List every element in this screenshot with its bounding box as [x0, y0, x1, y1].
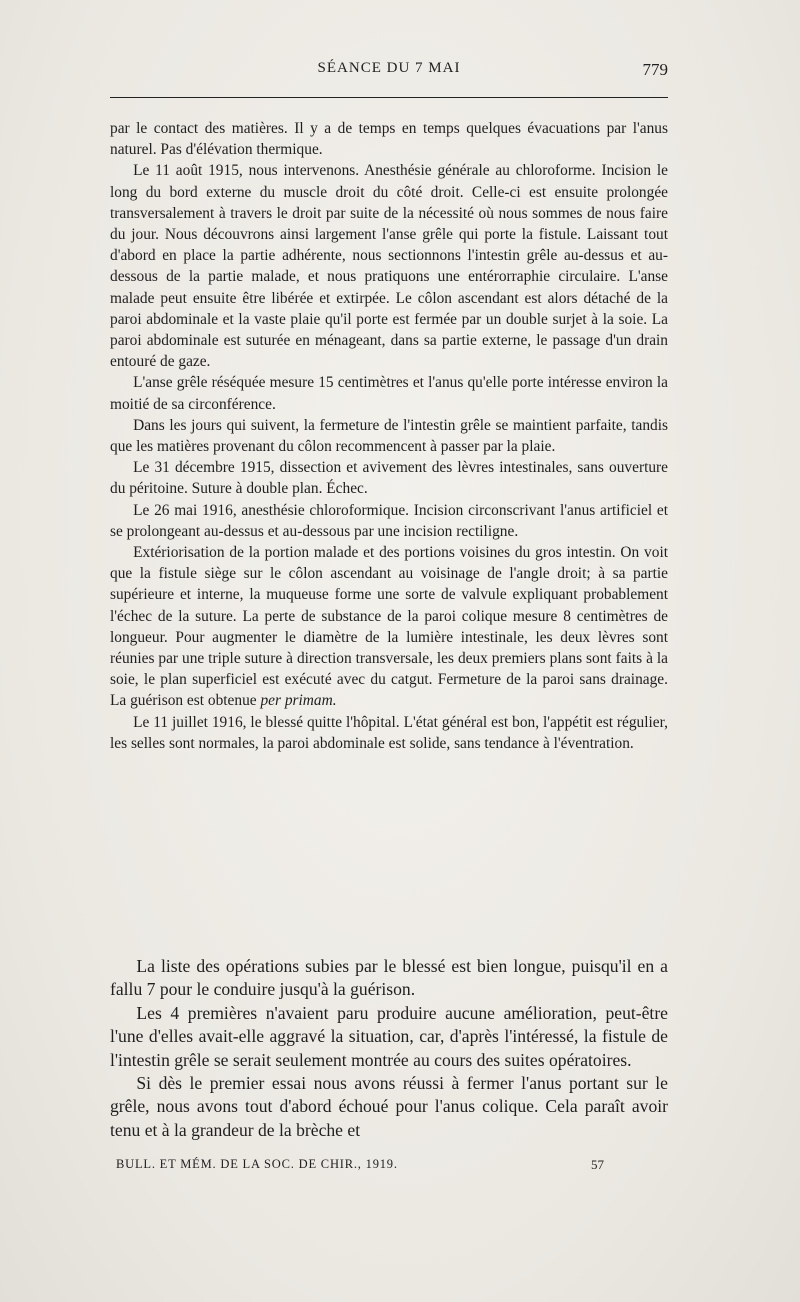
paragraph-text: Extériorisation de la portion malade et des portions voisines du gros intestin. On voit que la fistule siège sur le côlon ascendant au voisinage de l'angle droit; à sa partie supérieure et interne, la muqueuse forme une sorte de valvule expliquant probablement l'échec de la suture. La perte de substance de la paroi colique mesure 8 centimètres de longueur. Pour augmenter le diamètre de la lumière intestinale, les deux lèvres sont réunies par une triple suture à direction transversale, les deux premiers plans sont faits à la soie, le plan superficiel est exécuté avec du catgut. Fermeture de la paroi sans drainage. La guérison est obtenue [110, 544, 668, 710]
paragraph: Le 31 décembre 1915, dissection et avivement des lèvres intestinales, sans ouverture du péritoine. Suture à double plan. Échec. [110, 459, 668, 498]
running-head: SÉANCE DU 7 MAI [317, 60, 461, 76]
paragraph: Le 11 août 1915, nous intervenons. Anesthésie générale au chloroforme. Incision le long du bord externe du muscle droit du côté droit. Celle-ci est ensuite prolongée transversalement à travers le droit par suite de la nécessité où nous sommes de nous faire du jour. Nous découvrons ainsi largement l'anse grêle qui porte la fistule. Laissant tout d'abord en place la partie adhérente, nous sectionnons l'intestin grêle au-dessus et au-dessous de la partie malade, et nous pratiquons une entérorraphie circulaire. L'anse malade peut ensuite être libérée et extirpée. Le côlon ascendant est alors détaché de la paroi abdominale et la vaste plaie qu'il porte est fermée par un double surjet à la soie. La paroi abdominale est suturée en ménageant, dans sa partie externe, le passage d'un drain entouré de gaze. [110, 162, 668, 371]
page-header [110, 60, 668, 84]
paragraph: Si dès le premier essai nous avons réussi à fermer l'anus portant sur le grêle, nous avons tout d'abord échoué pour l'anus colique. Cela paraît avoir tenu et à la grandeur de la brèche et [110, 1073, 668, 1140]
paragraph: La liste des opérations subies par le blessé est bien longue, puisqu'il en a fallu 7 pour le conduire jusqu'à la guérison. [110, 956, 668, 1000]
page-footer [110, 1157, 668, 1177]
paragraph-with-italic [110, 542, 668, 712]
signature-mark: 57 [591, 1157, 604, 1172]
header-rule [110, 97, 668, 98]
paragraph: Le 26 mai 1916, anesthésie chloroformique. Incision circonscrivant l'anus artificiel et se prolongeant au-dessus et au-dessous par une incision rectiligne. [110, 501, 668, 540]
paragraph: L'anse grêle réséquée mesure 15 centimètres et l'anus qu'elle porte intéresse environ la moitié de sa circonférence. [110, 374, 668, 413]
latin-phrase: per primam. [260, 692, 337, 710]
case-report-text [110, 118, 668, 754]
paragraph: Les 4 premières n'avaient paru produire aucune amélioration, peut-être l'une d'elles avait-elle aggravé la situation, car, d'après l'intéressé, la fistule de l'intestin grêle se serait seulement montrée au cours des suites opératoires. [110, 1002, 668, 1070]
bulletin-reference: BULL. ET MÉM. DE LA SOC. DE CHIR., 1919. [116, 1157, 398, 1171]
paragraph: Dans les jours qui suivent, la fermeture de l'intestin grêle se maintient parfaite, tandis que les matières provenant du côlon recommencent à passer par la plaie. [110, 416, 668, 456]
discussion-text [110, 955, 668, 1142]
paragraph: par le contact des matières. Il y a de temps en temps quelques évacuations par l'anus naturel. Pas d'élévation thermique. [110, 120, 668, 159]
page-number: 779 [642, 60, 668, 79]
paragraph: Le 11 juillet 1916, le blessé quitte l'hôpital. L'état général est bon, l'appétit est régulier, les selles sont normales, la paroi abdominale est solide, sans tendance à l'éventration. [110, 713, 668, 752]
